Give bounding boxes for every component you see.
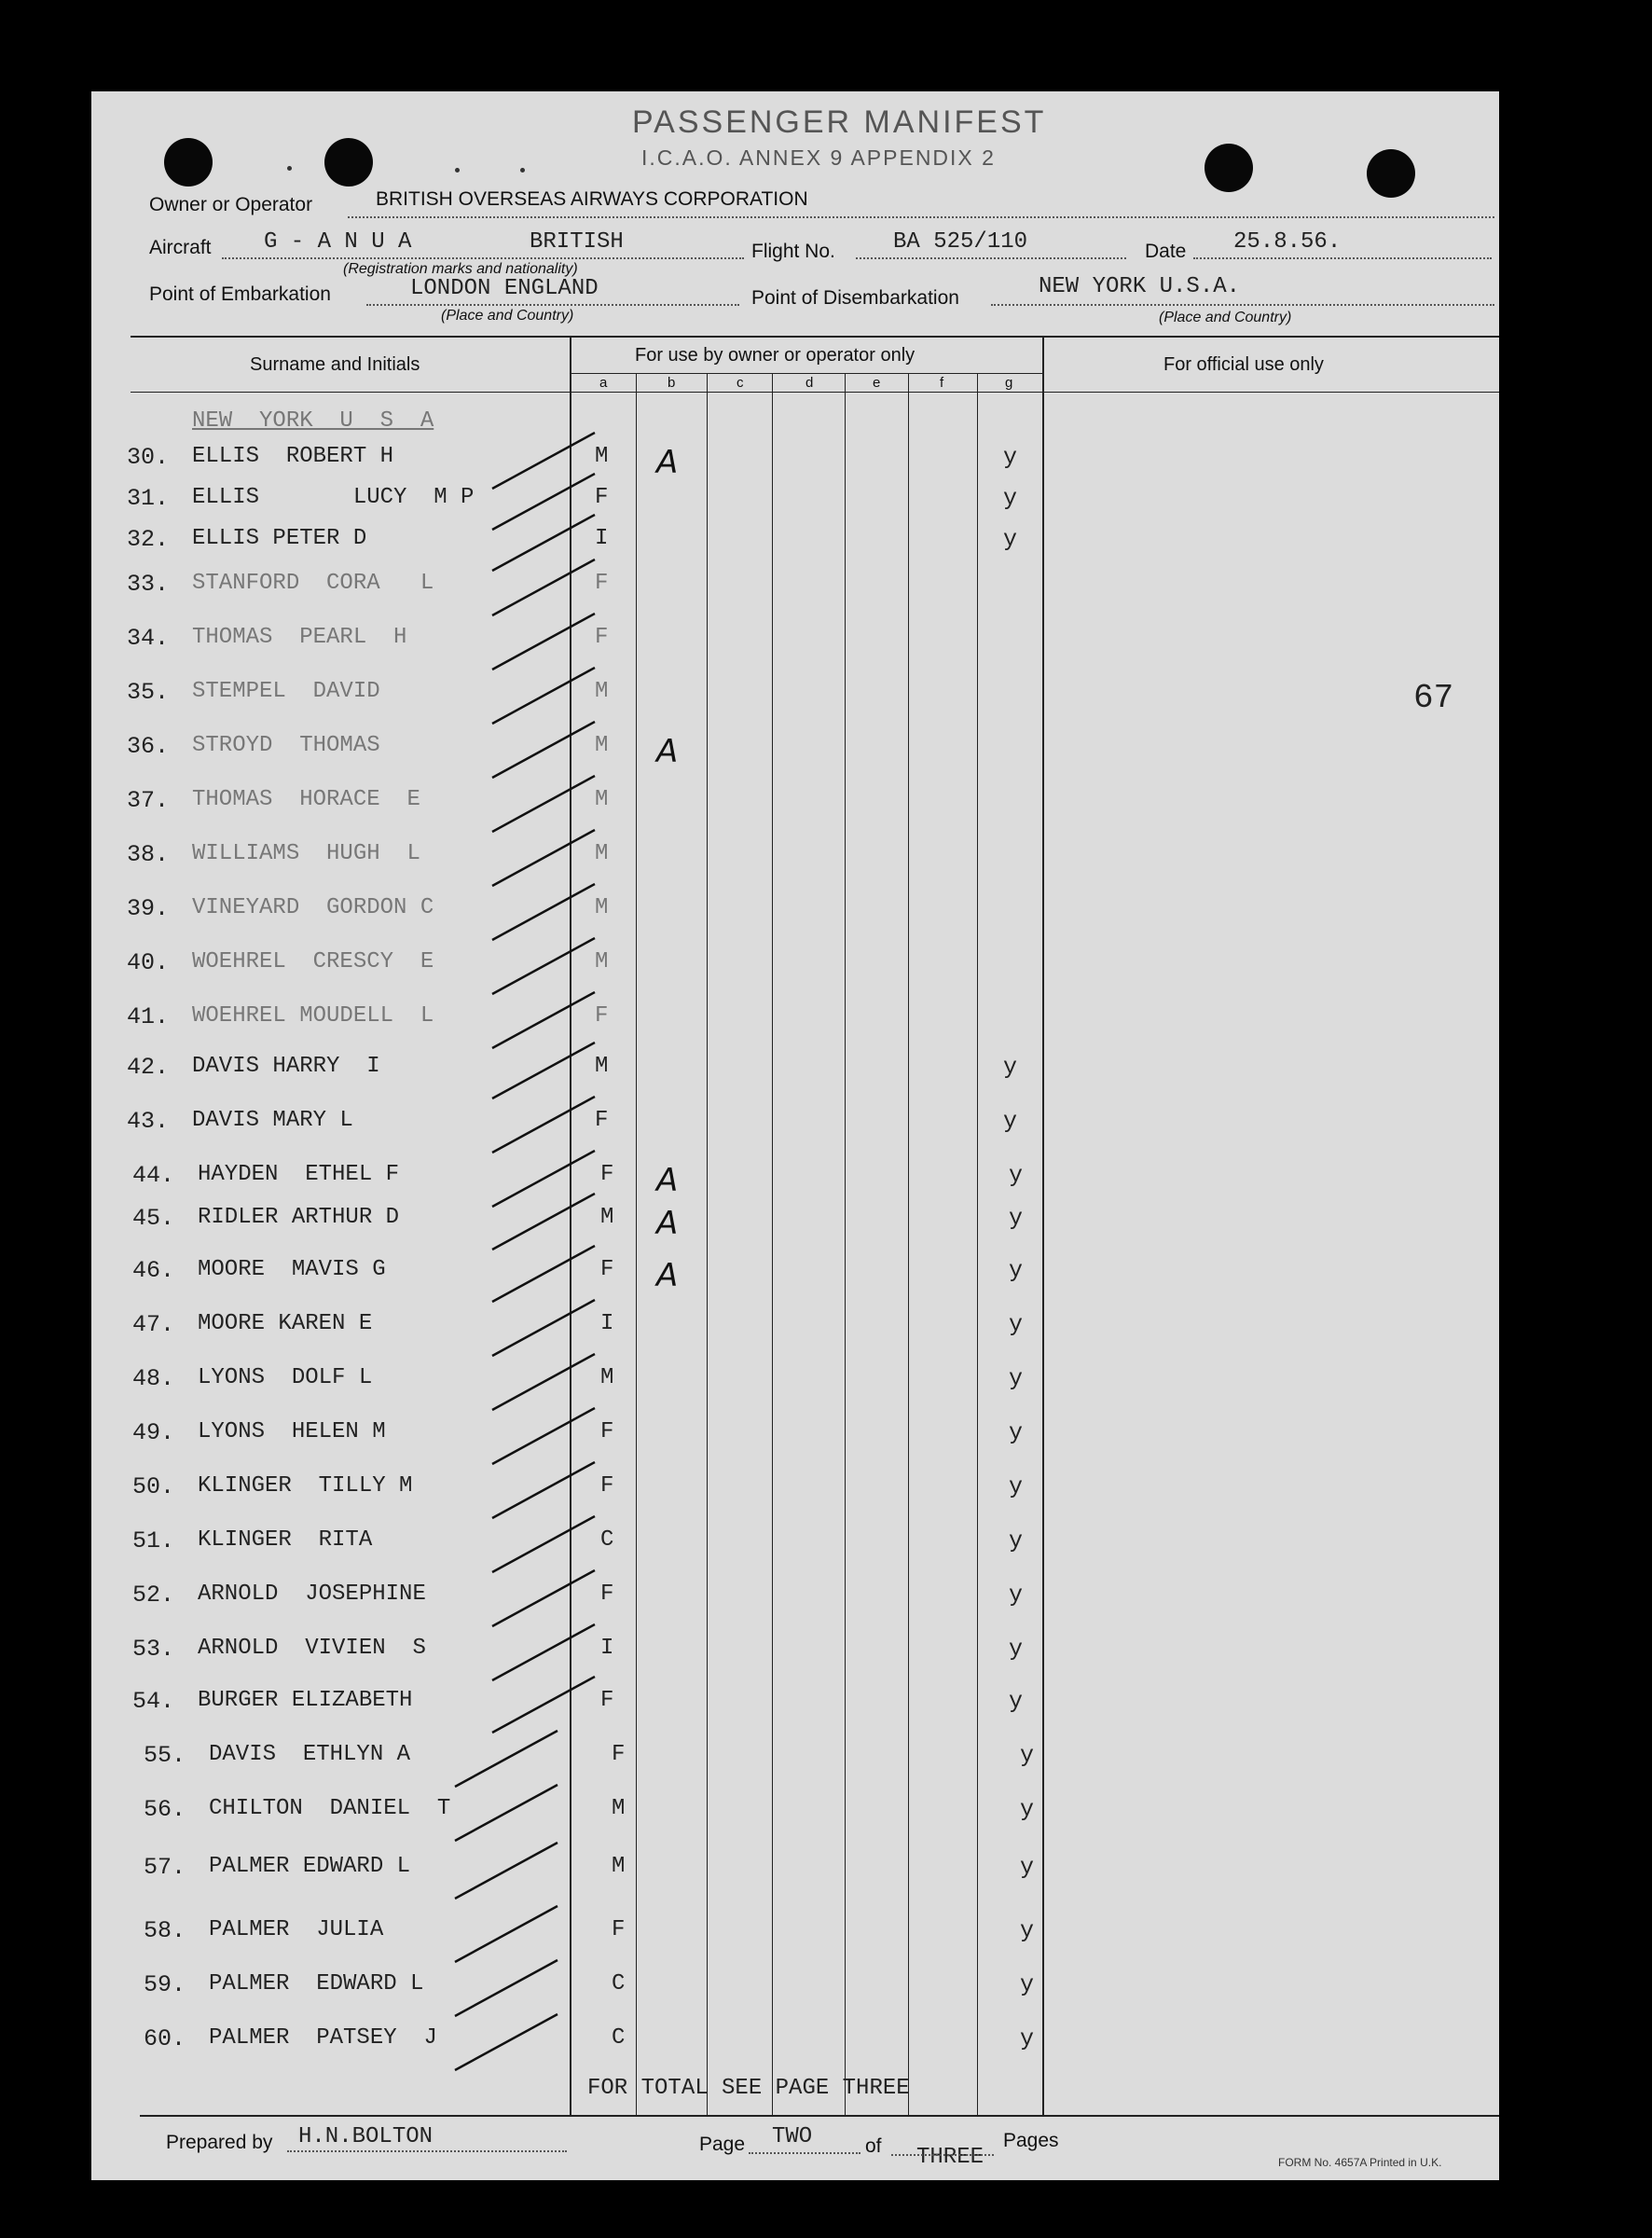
- passenger-category: F: [600, 1582, 614, 1607]
- column-g-mark: y: [1009, 1162, 1024, 1189]
- row-number: 47.: [132, 1311, 175, 1338]
- row-number: 57.: [144, 1854, 186, 1881]
- row-number: 40.: [127, 949, 170, 976]
- passenger-name: THOMAS PEARL H: [192, 625, 407, 650]
- row-number: 55.: [144, 1742, 186, 1769]
- check-tick: [492, 668, 595, 724]
- date-value: 25.8.56.: [1233, 229, 1342, 255]
- row-number: 34.: [127, 625, 170, 652]
- passenger-category: F: [612, 1742, 626, 1767]
- check-tick: [492, 830, 595, 886]
- row-number: 42.: [127, 1054, 170, 1081]
- passenger-category: M: [595, 895, 609, 920]
- passenger-category: C: [612, 2025, 626, 2051]
- col-letter-a: a: [599, 375, 608, 391]
- passenger-name: PALMER JULIA: [209, 1917, 384, 1942]
- pages-label: Pages: [1003, 2130, 1059, 2151]
- passenger-category: F: [595, 571, 609, 596]
- passenger-category: C: [600, 1527, 614, 1553]
- passenger-name: STROYD THOMAS: [192, 733, 380, 758]
- column-g-mark: y: [1003, 444, 1018, 471]
- col-letter-c: c: [737, 375, 744, 391]
- check-tick: [492, 884, 595, 940]
- row-number: 37.: [127, 787, 170, 814]
- row-number: 51.: [132, 1527, 175, 1554]
- row-number: 43.: [127, 1108, 170, 1135]
- passenger-name: ELLIS ROBERT H: [192, 444, 394, 469]
- row-number: 45.: [132, 1205, 175, 1232]
- column-g-mark: y: [1009, 1257, 1024, 1284]
- form-number: FORM No. 4657A Printed in U.K.: [1278, 2156, 1442, 2169]
- passenger-name: VINEYARD GORDON C: [192, 895, 434, 920]
- column-g-mark: y: [1009, 1636, 1024, 1663]
- passenger-category: M: [612, 1796, 626, 1821]
- passenger-category: C: [612, 1971, 626, 1996]
- passenger-name: WILLIAMS HUGH L: [192, 841, 420, 866]
- passenger-name: PALMER PATSEY J: [209, 2025, 437, 2051]
- row-number: 56.: [144, 1796, 186, 1823]
- passenger-name: STANFORD CORA L: [192, 571, 434, 596]
- passenger-name: LYONS HELEN M: [198, 1419, 386, 1444]
- passenger-name: CHILTON DANIEL T: [209, 1796, 451, 1821]
- column-b-mark: A: [656, 1257, 679, 1294]
- row-number: 60.: [144, 2025, 186, 2052]
- prepared-label: Prepared by: [166, 2132, 273, 2153]
- aircraft-nationality: BRITISH: [530, 229, 624, 255]
- check-tick: [492, 1043, 595, 1098]
- row-number: 50.: [132, 1473, 175, 1500]
- page-label: Page: [699, 2134, 746, 2155]
- column-g-mark: y: [1003, 1054, 1018, 1081]
- passenger-name: RIDLER ARTHUR D: [198, 1205, 400, 1230]
- passenger-name: KLINGER TILLY M: [198, 1473, 413, 1499]
- passenger-name: ARNOLD JOSEPHINE: [198, 1582, 426, 1607]
- row-number: 39.: [127, 895, 170, 922]
- passenger-name: DAVIS ETHLYN A: [209, 1742, 411, 1767]
- row-number: 53.: [132, 1636, 175, 1663]
- surname-column-header: Surname and Initials: [250, 354, 420, 375]
- check-tick: [455, 1785, 558, 1841]
- passenger-name: ARNOLD VIVIEN S: [198, 1636, 426, 1661]
- check-tick: [492, 938, 595, 994]
- passenger-name: WOEHREL MOUDELL L: [192, 1003, 434, 1029]
- row-number: 32.: [127, 526, 170, 553]
- row-number: 58.: [144, 1917, 186, 1944]
- row-number: 44.: [132, 1162, 175, 1189]
- column-g-mark: y: [1009, 1527, 1024, 1554]
- embark-label: Point of Embarkation: [149, 283, 331, 305]
- row-number: 30.: [127, 444, 170, 471]
- row-number: 46.: [132, 1257, 175, 1284]
- passenger-category: F: [600, 1257, 614, 1282]
- disembark-value: NEW YORK U.S.A.: [1039, 274, 1241, 299]
- total-footnote: FOR TOTAL SEE PAGE THREE: [587, 2076, 910, 2101]
- passenger-category: F: [595, 1108, 609, 1133]
- manifest-sheet: [91, 91, 1499, 2180]
- check-tick: [492, 1408, 595, 1464]
- passenger-category: M: [595, 1054, 609, 1079]
- passenger-name: PALMER EDWARD L: [209, 1854, 411, 1879]
- passenger-category: F: [600, 1419, 614, 1444]
- page-value: TWO: [772, 2124, 813, 2149]
- column-g-mark: y: [1020, 1796, 1035, 1823]
- check-tick: [455, 1960, 558, 2016]
- row-number: 31.: [127, 485, 170, 512]
- row-number: 33.: [127, 571, 170, 598]
- row-number: 48.: [132, 1365, 175, 1392]
- prepared-value: H.N.BOLTON: [298, 2124, 434, 2149]
- owner-value: BRITISH OVERSEAS AIRWAYS CORPORATION: [376, 188, 808, 210]
- col-letter-f: f: [940, 375, 944, 391]
- passenger-category: I: [600, 1311, 614, 1336]
- passenger-name: WOEHREL CRESCY E: [192, 949, 434, 974]
- row-number: 54.: [132, 1688, 175, 1715]
- col-letter-d: d: [805, 375, 814, 391]
- check-tick: [455, 1906, 558, 1962]
- column-g-mark: y: [1009, 1688, 1024, 1715]
- passenger-category: M: [595, 949, 609, 974]
- passenger-name: BURGER ELIZABETH: [198, 1688, 413, 1713]
- form-title: PASSENGER MANIFEST: [632, 104, 1047, 140]
- official-side-number: 67: [1413, 679, 1454, 717]
- passenger-category: M: [600, 1205, 614, 1230]
- row-number: 52.: [132, 1582, 175, 1609]
- column-b-mark: A: [656, 733, 679, 770]
- owner-label: Owner or Operator: [149, 194, 313, 215]
- column-g-mark: y: [1003, 526, 1018, 553]
- column-b-mark: A: [656, 1162, 679, 1199]
- check-tick: [492, 1462, 595, 1518]
- row-number: 59.: [144, 1971, 186, 1998]
- date-label: Date: [1145, 241, 1187, 262]
- passenger-name: MOORE KAREN E: [198, 1311, 373, 1336]
- of-value: THREE: [916, 2145, 984, 2170]
- column-g-mark: y: [1020, 1854, 1035, 1881]
- passenger-name: ELLIS LUCY M P: [192, 485, 475, 510]
- check-tick: [492, 433, 595, 489]
- embark-value: LONDON ENGLAND: [410, 276, 599, 301]
- check-tick: [492, 1097, 595, 1153]
- check-tick: [492, 474, 595, 530]
- passenger-name: STEMPEL DAVID: [192, 679, 380, 704]
- check-tick: [492, 1246, 595, 1302]
- column-b-mark: A: [656, 444, 679, 481]
- column-g-mark: y: [1009, 1311, 1024, 1338]
- column-g-mark: y: [1009, 1205, 1024, 1232]
- form-subtitle: I.C.A.O. ANNEX 9 APPENDIX 2: [641, 145, 996, 170]
- check-tick: [455, 1731, 558, 1787]
- col-letter-g: g: [1005, 375, 1013, 391]
- row-number: 36.: [127, 733, 170, 760]
- check-tick: [492, 1570, 595, 1626]
- check-tick: [455, 1843, 558, 1899]
- passenger-name: PALMER EDWARD L: [209, 1971, 424, 1996]
- passenger-category: M: [600, 1365, 614, 1390]
- check-tick: [492, 776, 595, 832]
- check-tick: [492, 614, 595, 670]
- passenger-name: KLINGER RITA: [198, 1527, 373, 1553]
- passenger-category: M: [595, 733, 609, 758]
- check-tick: [455, 2014, 558, 2070]
- column-g-mark: y: [1020, 1742, 1035, 1769]
- passenger-category: F: [600, 1688, 614, 1713]
- destination-first-line: NEW YORK U S A: [192, 408, 434, 434]
- passenger-category: M: [595, 444, 609, 469]
- column-g-mark: y: [1009, 1473, 1024, 1500]
- check-tick: [492, 1677, 595, 1733]
- check-tick: [492, 992, 595, 1048]
- passenger-category: F: [600, 1162, 614, 1187]
- embark-note: (Place and Country): [441, 308, 574, 324]
- passenger-category: F: [595, 1003, 609, 1029]
- passenger-category: F: [595, 625, 609, 650]
- col-letter-b: b: [668, 375, 676, 391]
- aircraft-reg: G - A N U A: [264, 229, 412, 255]
- passenger-name: DAVIS MARY L: [192, 1108, 353, 1133]
- column-g-mark: y: [1020, 2025, 1035, 2052]
- row-number: 49.: [132, 1419, 175, 1446]
- passenger-category: I: [595, 526, 609, 551]
- flight-label: Flight No.: [751, 241, 835, 262]
- column-g-mark: y: [1003, 485, 1018, 512]
- row-number: 38.: [127, 841, 170, 868]
- passenger-category: M: [595, 841, 609, 866]
- aircraft-note: (Registration marks and nationality): [343, 261, 578, 277]
- passenger-category: M: [612, 1854, 626, 1879]
- aircraft-label: Aircraft: [149, 237, 212, 258]
- column-g-mark: y: [1009, 1419, 1024, 1446]
- row-number: 35.: [127, 679, 170, 706]
- passenger-category: I: [600, 1636, 614, 1661]
- check-tick: [492, 515, 595, 571]
- passenger-name: LYONS DOLF L: [198, 1365, 373, 1390]
- col-letter-e: e: [873, 375, 881, 391]
- passenger-name: HAYDEN ETHEL F: [198, 1162, 400, 1187]
- passenger-name: DAVIS HARRY I: [192, 1054, 380, 1079]
- disembark-note: (Place and Country): [1159, 310, 1292, 325]
- check-tick: [492, 1354, 595, 1410]
- check-tick: [492, 722, 595, 778]
- column-b-mark: A: [656, 1205, 679, 1242]
- owner-column-header: For use by owner or operator only: [635, 345, 915, 366]
- check-tick: [492, 1300, 595, 1356]
- check-tick: [492, 1516, 595, 1572]
- check-tick: [492, 560, 595, 615]
- passenger-category: F: [612, 1917, 626, 1942]
- passenger-name: THOMAS HORACE E: [192, 787, 420, 812]
- column-g-mark: y: [1009, 1365, 1024, 1392]
- column-g-mark: y: [1020, 1971, 1035, 1998]
- check-marks-layer: [91, 91, 1499, 2180]
- disembark-label: Point of Disembarkation: [751, 287, 959, 309]
- row-number: 41.: [127, 1003, 170, 1030]
- passenger-category: F: [600, 1473, 614, 1499]
- check-tick: [492, 1151, 595, 1207]
- passenger-name: MOORE MAVIS G: [198, 1257, 386, 1282]
- column-g-mark: y: [1003, 1108, 1018, 1135]
- official-column-header: For official use only: [1163, 354, 1324, 375]
- column-g-mark: y: [1009, 1582, 1024, 1609]
- passenger-category: F: [595, 485, 609, 510]
- column-g-mark: y: [1020, 1917, 1035, 1944]
- check-tick: [492, 1194, 595, 1250]
- of-label: of: [865, 2135, 882, 2157]
- passenger-name: ELLIS PETER D: [192, 526, 367, 551]
- check-tick: [492, 1624, 595, 1680]
- passenger-category: M: [595, 679, 609, 704]
- flight-value: BA 525/110: [893, 229, 1028, 255]
- passenger-category: M: [595, 787, 609, 812]
